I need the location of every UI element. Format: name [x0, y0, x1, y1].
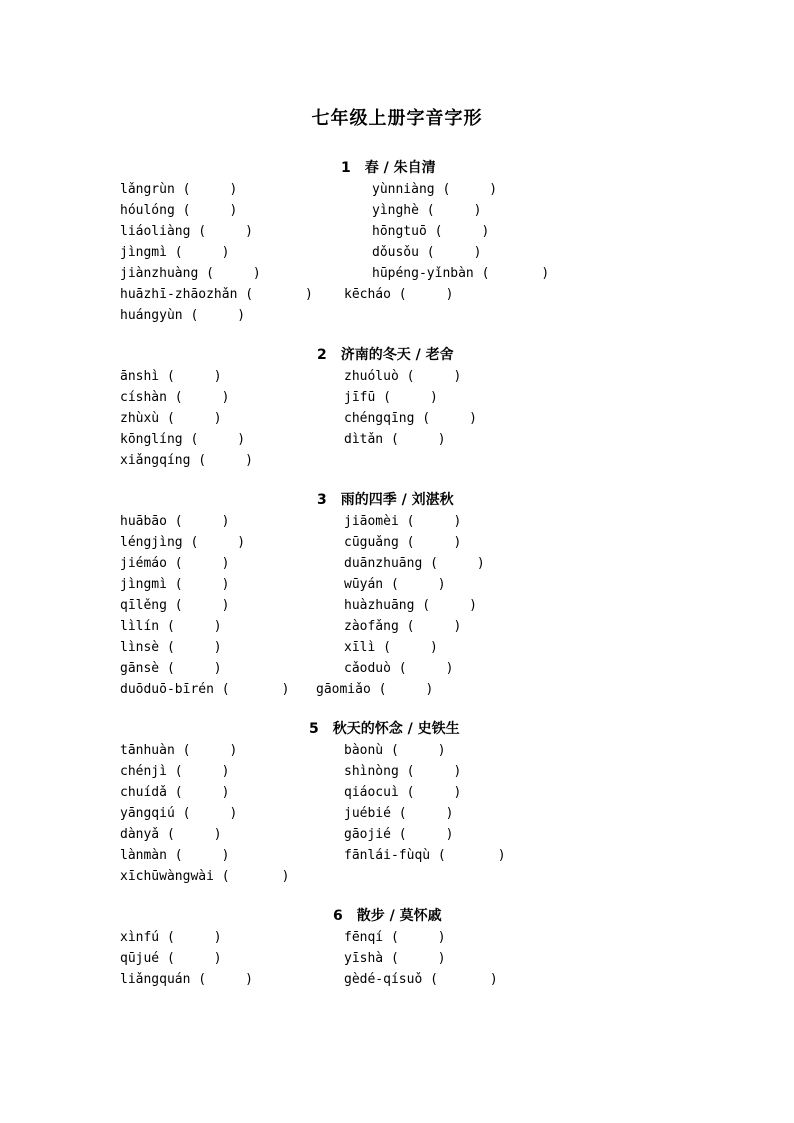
answer-blank: ( )	[166, 930, 222, 945]
pinyin-entry	[344, 803, 453, 824]
pinyin-text: kēcháo	[344, 287, 391, 302]
answer-blank: ( )	[426, 203, 482, 218]
pinyin-entry	[120, 616, 222, 637]
answer-blank: ( )	[221, 869, 290, 884]
pinyin-entry	[120, 845, 229, 866]
answer-blank: ( )	[442, 182, 498, 197]
pinyin-entry	[372, 200, 481, 221]
answer-blank: ( )	[398, 287, 454, 302]
answer-blank: ( )	[383, 640, 438, 655]
pinyin-entry	[344, 595, 477, 616]
pinyin-text: lìnsè	[120, 640, 160, 655]
answer-blank: ( )	[174, 514, 230, 529]
pinyin-entry	[120, 803, 237, 824]
pinyin-entry	[120, 679, 289, 700]
pinyin-text: juébié	[344, 806, 391, 821]
pinyin-entry	[344, 387, 438, 408]
pinyin-entry	[120, 429, 245, 450]
answer-blank: ( )	[422, 411, 477, 426]
pinyin-text: zàofǎng	[344, 619, 399, 634]
pinyin-entry	[372, 179, 497, 200]
answer-blank: ( )	[430, 972, 498, 987]
pinyin-text: hóulóng	[120, 203, 175, 218]
pinyin-entry	[120, 179, 237, 200]
pinyin-entry	[120, 532, 245, 553]
section-heading: 5 秋天的怀念 / 史铁生	[309, 721, 460, 737]
answer-blank: ( )	[390, 432, 446, 447]
answer-blank: ( )	[437, 848, 506, 863]
answer-blank: ( )	[398, 661, 454, 676]
pinyin-entry	[120, 637, 222, 658]
pinyin-text: liáoliàng	[120, 224, 191, 239]
pinyin-entry	[344, 637, 438, 658]
pinyin-text: ānshì	[120, 369, 160, 384]
pinyin-text: xīchūwàngwài	[120, 869, 214, 884]
answer-blank: ( )	[406, 619, 462, 634]
pinyin-entry	[344, 782, 461, 803]
answer-blank: ( )	[166, 951, 222, 966]
section-heading: 6 散步 / 莫怀戚	[333, 908, 442, 924]
pinyin-entry	[120, 284, 313, 305]
pinyin-text: xiǎngqíng	[120, 453, 191, 468]
pinyin-text: gānsè	[120, 661, 160, 676]
pinyin-text: fānlái-fùqù	[344, 848, 431, 863]
answer-blank: ( )	[166, 369, 222, 384]
pinyin-text: zhùxù	[120, 411, 160, 426]
pinyin-entry	[120, 927, 222, 948]
answer-blank: ( )	[174, 245, 230, 260]
answer-blank: ( )	[174, 577, 230, 592]
answer-blank: ( )	[406, 514, 462, 529]
pinyin-entry	[120, 658, 222, 679]
pinyin-text: yāngqiú	[120, 806, 175, 821]
pinyin-text: wūyán	[344, 577, 384, 592]
pinyin-entry	[344, 927, 446, 948]
pinyin-text: gèdé-qísuǒ	[344, 972, 423, 987]
pinyin-text: hūpéng-yǐnbàn	[372, 266, 474, 281]
pinyin-entry	[120, 969, 253, 990]
pinyin-text: huángyùn	[120, 308, 183, 323]
pinyin-text: lǎngrùn	[120, 182, 175, 197]
pinyin-entry	[120, 263, 261, 284]
pinyin-text: yìnghè	[372, 203, 419, 218]
pinyin-text: duānzhuāng	[344, 556, 423, 571]
pinyin-entry	[344, 740, 446, 761]
answer-blank: ( )	[174, 390, 230, 405]
pinyin-entry	[344, 824, 453, 845]
pinyin-entry	[120, 553, 229, 574]
answer-blank: ( )	[190, 535, 246, 550]
answer-blank: ( )	[174, 556, 230, 571]
answer-blank: ( )	[198, 224, 253, 239]
answer-blank: ( )	[182, 743, 238, 758]
answer-blank: ( )	[398, 806, 454, 821]
pinyin-entry	[372, 263, 549, 284]
answer-blank: ( )	[174, 598, 230, 613]
pinyin-entry	[344, 616, 461, 637]
pinyin-entry	[120, 408, 222, 429]
pinyin-text: lànmàn	[120, 848, 167, 863]
answer-blank: ( )	[390, 743, 446, 758]
pinyin-entry	[344, 408, 477, 429]
pinyin-text: huàzhuāng	[344, 598, 415, 613]
pinyin-text: chénjì	[120, 764, 167, 779]
pinyin-text: fēnqí	[344, 930, 384, 945]
answer-blank: ( )	[406, 369, 462, 384]
pinyin-entry	[344, 658, 453, 679]
pinyin-text: kōnglíng	[120, 432, 183, 447]
answer-blank: ( )	[245, 287, 313, 302]
pinyin-text: liǎngquán	[120, 972, 191, 987]
pinyin-entry	[120, 511, 229, 532]
pinyin-entry	[120, 595, 229, 616]
pinyin-text: yīshà	[344, 951, 384, 966]
pinyin-entry	[344, 429, 446, 450]
pinyin-entry	[344, 366, 461, 387]
pinyin-entry	[120, 450, 253, 471]
pinyin-text: tānhuàn	[120, 743, 175, 758]
pinyin-text: jīfū	[344, 390, 376, 405]
answer-blank: ( )	[383, 390, 438, 405]
answer-blank: ( )	[198, 972, 253, 987]
pinyin-text: jiāomèi	[344, 514, 399, 529]
answer-blank: ( )	[166, 411, 222, 426]
pinyin-entry	[316, 679, 433, 700]
pinyin-entry	[344, 948, 446, 969]
pinyin-entry	[120, 761, 229, 782]
pinyin-text: gāomiǎo	[316, 682, 371, 697]
pinyin-entry	[372, 221, 489, 242]
answer-blank: ( )	[166, 827, 222, 842]
pinyin-entry	[120, 824, 222, 845]
answer-blank: ( )	[406, 764, 462, 779]
pinyin-entry	[120, 574, 229, 595]
answer-blank: ( )	[406, 535, 462, 550]
pinyin-entry	[120, 200, 237, 221]
pinyin-entry	[120, 866, 289, 887]
pinyin-text: chuídǎ	[120, 785, 167, 800]
answer-blank: ( )	[406, 785, 462, 800]
pinyin-text: qiáocuì	[344, 785, 399, 800]
answer-blank: ( )	[221, 682, 290, 697]
pinyin-entry	[120, 366, 222, 387]
section-heading: 3 雨的四季 / 刘湛秋	[317, 492, 454, 508]
pinyin-text: dìtǎn	[344, 432, 384, 447]
pinyin-entry	[120, 305, 245, 326]
pinyin-text: zhuóluò	[344, 369, 399, 384]
pinyin-text: huāzhī-zhāozhǎn	[120, 287, 238, 302]
answer-blank: ( )	[166, 661, 222, 676]
pinyin-entry	[344, 553, 485, 574]
answer-blank: ( )	[378, 682, 434, 697]
answer-blank: ( )	[174, 764, 230, 779]
pinyin-entry	[344, 511, 461, 532]
pinyin-text: huābāo	[120, 514, 167, 529]
pinyin-text: jiémáo	[120, 556, 167, 571]
pinyin-entry	[344, 532, 461, 553]
pinyin-text: chéngqīng	[344, 411, 415, 426]
answer-blank: ( )	[390, 930, 446, 945]
answer-blank: ( )	[390, 951, 446, 966]
pinyin-text: cūguǎng	[344, 535, 399, 550]
answer-blank: ( )	[398, 827, 454, 842]
pinyin-text: lìlín	[120, 619, 160, 634]
pinyin-text: dànyǎ	[120, 827, 160, 842]
answer-blank: ( )	[182, 806, 238, 821]
answer-blank: ( )	[430, 556, 485, 571]
answer-blank: ( )	[198, 453, 253, 468]
answer-blank: ( )	[174, 848, 230, 863]
answer-blank: ( )	[434, 224, 490, 239]
pinyin-entry	[120, 782, 229, 803]
pinyin-entry	[120, 387, 229, 408]
answer-blank: ( )	[422, 598, 477, 613]
pinyin-entry	[344, 845, 506, 866]
answer-blank: ( )	[481, 266, 550, 281]
answer-blank: ( )	[190, 432, 246, 447]
answer-blank: ( )	[390, 577, 446, 592]
answer-blank: ( )	[182, 203, 238, 218]
pinyin-text: jìngmì	[120, 577, 167, 592]
pinyin-entry	[120, 948, 222, 969]
pinyin-entry	[344, 574, 446, 595]
answer-blank: ( )	[426, 245, 482, 260]
pinyin-entry	[344, 969, 498, 990]
answer-blank: ( )	[174, 785, 230, 800]
pinyin-text: císhàn	[120, 390, 167, 405]
section-heading: 2 济南的冬天 / 老舍	[317, 347, 454, 363]
pinyin-text: qūjué	[120, 951, 160, 966]
document-title: 七年级上册字音字形	[311, 108, 483, 129]
pinyin-text: jìngmì	[120, 245, 167, 260]
pinyin-text: léngjìng	[120, 535, 183, 550]
pinyin-entry	[372, 242, 481, 263]
pinyin-text: yùnniàng	[372, 182, 435, 197]
pinyin-text: dǒusǒu	[372, 245, 419, 260]
pinyin-text: qīlěng	[120, 598, 167, 613]
pinyin-text: xìnfú	[120, 930, 160, 945]
pinyin-text: bàonù	[344, 743, 384, 758]
pinyin-text: jiànzhuàng	[120, 266, 199, 281]
pinyin-text: gāojié	[344, 827, 391, 842]
pinyin-entry	[120, 740, 237, 761]
pinyin-entry	[120, 221, 253, 242]
pinyin-text: duōduō-bīrén	[120, 682, 214, 697]
answer-blank: ( )	[182, 182, 238, 197]
pinyin-text: hōngtuō	[372, 224, 427, 239]
answer-blank: ( )	[166, 619, 222, 634]
pinyin-text: shìnòng	[344, 764, 399, 779]
pinyin-entry	[120, 242, 229, 263]
answer-blank: ( )	[166, 640, 222, 655]
pinyin-entry	[344, 284, 453, 305]
answer-blank: ( )	[206, 266, 261, 281]
pinyin-text: cǎoduò	[344, 661, 391, 676]
pinyin-entry	[344, 761, 461, 782]
answer-blank: ( )	[190, 308, 246, 323]
section-heading: 1 春 / 朱自清	[341, 160, 436, 176]
pinyin-text: xīlì	[344, 640, 376, 655]
